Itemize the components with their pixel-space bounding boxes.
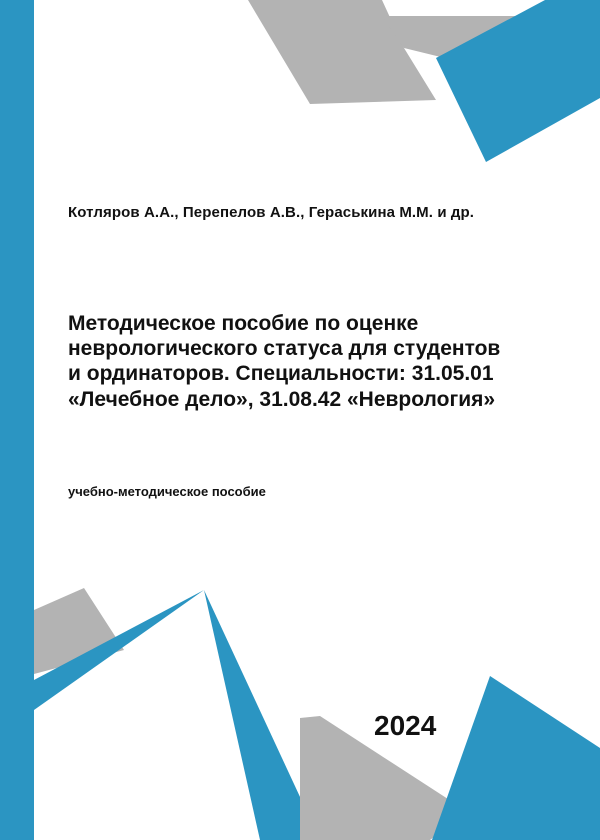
authors: Котляров А.А., Перепелов А.В., Гераськина М.М. и др.: [68, 204, 475, 221]
bottom-blue-triangle: [432, 676, 600, 840]
publication-type: учебно-методическое пособие: [68, 484, 266, 499]
title-line-3: и ординаторов. Специальности: 31.05.01: [68, 362, 494, 386]
left-blue-band: [0, 0, 34, 840]
title-line-2: неврологического статуса для студентов: [68, 337, 501, 361]
publication-year: 2024: [374, 710, 437, 741]
title-line-4: «Лечебное дело», 31.08.42 «Неврология»: [68, 387, 496, 411]
book-title: [68, 311, 598, 412]
top-gray-chevron: [248, 0, 436, 104]
title-line-1: Методическое пособие по оценке: [68, 312, 419, 335]
